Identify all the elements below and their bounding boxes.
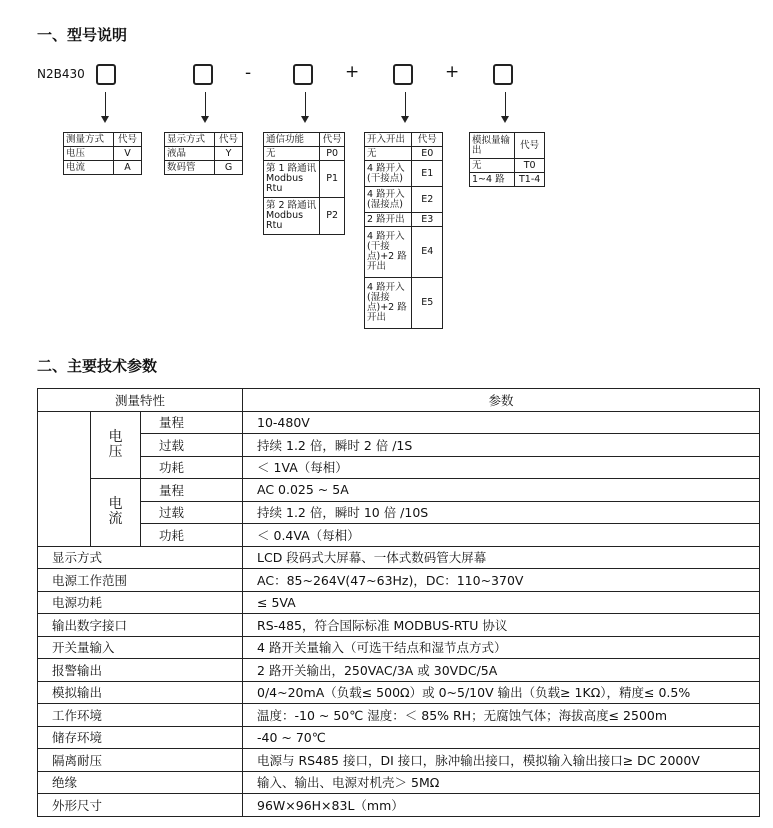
option-name: 2 路开出 <box>365 213 412 227</box>
option-code: P0 <box>320 147 345 161</box>
spec-value: 4 路开关量输入（可选干结点和湿节点方式） <box>243 636 760 659</box>
option-code: E5 <box>412 278 443 329</box>
table-header: 代号 <box>215 133 243 147</box>
model-slot-display <box>193 64 213 85</box>
option-code: G <box>215 161 243 175</box>
spec-sub-name: 过载 <box>141 434 243 457</box>
current-label: 电流 <box>108 496 123 528</box>
option-code: T1-4 <box>515 173 545 187</box>
spec-value: 持续 1.2 倍，瞬时 10 倍 /10S <box>243 501 760 524</box>
section-title-model: 一、型号说明 <box>37 26 128 44</box>
spec-sub-name: 量程 <box>141 479 243 502</box>
arrow-down-icon <box>501 116 509 123</box>
arrow-down-icon <box>201 116 209 123</box>
option-code: E0 <box>412 147 443 161</box>
table-header: 代号 <box>515 133 545 159</box>
spec-value: AC：85~264V(47~63Hz)，DC：110~370V <box>243 569 760 592</box>
spec-sub-name: 功耗 <box>141 456 243 479</box>
model-prefix: N2B430 <box>37 67 85 81</box>
arrow-line <box>205 92 206 117</box>
option-code: A <box>114 161 142 175</box>
option-name: 无 <box>470 159 515 173</box>
model-slot-measure <box>96 64 116 85</box>
spec-value: 电源与 RS485 接口，DI 接口，脉冲输出接口，模拟输入输出接口≥ DC 2000V <box>243 749 760 772</box>
option-name: 无 <box>264 147 320 161</box>
table-header: 测量方式 <box>64 133 114 147</box>
spec-value: 10-480V <box>243 411 760 434</box>
arrow-line <box>105 92 106 117</box>
option-name: 电压 <box>64 147 114 161</box>
option-code: P2 <box>320 198 345 235</box>
option-name: 4 路开入(湿接点)+2 路 开出 <box>365 278 412 329</box>
spec-row-name: 电源功耗 <box>38 591 243 614</box>
spec-blank-cell <box>38 411 91 546</box>
spec-value: 温度：-10 ~ 50℃ 湿度：＜ 85% RH；无腐蚀气体；海拔高度≤ 2500m <box>243 704 760 727</box>
table-header: 开入开出 <box>365 133 412 147</box>
separator-plus: + <box>345 62 360 82</box>
arrow-line <box>405 92 406 117</box>
spec-value: AC 0.025 ~ 5A <box>243 479 760 502</box>
spec-value: RS-485，符合国际标准 MODBUS-RTU 协议 <box>243 614 760 637</box>
model-slot-switch <box>393 64 413 85</box>
table-header: 通信功能 <box>264 133 320 147</box>
option-name: 第 1 路通讯 Modbus Rtu <box>264 161 320 198</box>
table-header: 模拟量输出 <box>470 133 515 159</box>
option-code: T0 <box>515 159 545 173</box>
option-name: 4 路开入(湿接点) <box>365 187 412 213</box>
spec-sub-name: 功耗 <box>141 524 243 547</box>
arrow-line <box>305 92 306 117</box>
spec-row-name: 输出数字接口 <box>38 614 243 637</box>
table-header: 代号 <box>412 133 443 147</box>
model-slot-analog <box>493 64 513 85</box>
table-header: 代号 <box>114 133 142 147</box>
option-code: E2 <box>412 187 443 213</box>
spec-header-param: 参数 <box>243 389 760 412</box>
spec-row-name: 显示方式 <box>38 546 243 569</box>
spec-sub-name: 量程 <box>141 411 243 434</box>
option-code: E1 <box>412 161 443 187</box>
separator-plus: + <box>445 62 460 82</box>
analog-option-table <box>469 132 545 187</box>
option-name: 液晶 <box>165 147 215 161</box>
spec-row-name: 模拟输出 <box>38 681 243 704</box>
option-name: 电流 <box>64 161 114 175</box>
spec-row-name: 电源工作范围 <box>38 569 243 592</box>
model-slot-comm <box>293 64 313 85</box>
option-name: 1~4 路 <box>470 173 515 187</box>
separator-dash: - <box>245 63 252 83</box>
spec-value: ＜ 1VA（每相） <box>243 456 760 479</box>
option-name: 数码管 <box>165 161 215 175</box>
spec-value: 持续 1.2 倍，瞬时 2 倍 /1S <box>243 434 760 457</box>
spec-row-name: 绝缘 <box>38 771 243 794</box>
spec-header-feature: 测量特性 <box>38 389 243 412</box>
spec-row-name: 报警输出 <box>38 659 243 682</box>
section-title-spec: 二、主要技术参数 <box>37 357 158 375</box>
option-code: V <box>114 147 142 161</box>
switch-option-table <box>364 132 443 329</box>
option-name: 第 2 路通讯 Modbus Rtu <box>264 198 320 235</box>
option-code: Y <box>215 147 243 161</box>
arrow-down-icon <box>301 116 309 123</box>
spec-row-name: 开关量输入 <box>38 636 243 659</box>
option-code: E3 <box>412 213 443 227</box>
spec-row-name: 储存环境 <box>38 726 243 749</box>
voltage-label: 电压 <box>108 428 123 460</box>
option-name: 无 <box>365 147 412 161</box>
current-group-label <box>91 479 141 547</box>
option-name: 4 路开入(干接点)+2 路 开出 <box>365 227 412 278</box>
spec-value: 0/4~20mA（负载≤ 500Ω）或 0~5/10V 输出（负载≥ 1KΩ），精度≤ 0.5% <box>243 681 760 704</box>
voltage-group-label <box>91 411 141 479</box>
spec-value: -40 ~ 70℃ <box>243 726 760 749</box>
option-code: P1 <box>320 161 345 198</box>
table-header: 显示方式 <box>165 133 215 147</box>
spec-sub-name: 过载 <box>141 501 243 524</box>
spec-value: LCD 段码式大屏幕、一体式数码管大屏幕 <box>243 546 760 569</box>
arrow-down-icon <box>401 116 409 123</box>
spec-value: 2 路开关输出，250VAC/3A 或 30VDC/5A <box>243 659 760 682</box>
arrow-down-icon <box>101 116 109 123</box>
spec-value: ≤ 5VA <box>243 591 760 614</box>
comm-option-table <box>263 132 345 235</box>
option-name: 4 路开入(干接点) <box>365 161 412 187</box>
arrow-line <box>505 92 506 117</box>
option-code: E4 <box>412 227 443 278</box>
spec-value: 96W×96H×83L（mm） <box>243 794 760 817</box>
spec-row-name: 工作环境 <box>38 704 243 727</box>
spec-table <box>37 388 760 817</box>
spec-row-name: 外形尺寸 <box>38 794 243 817</box>
spec-row-name: 隔离耐压 <box>38 749 243 772</box>
spec-value: 输入、输出、电源对机壳＞ 5MΩ <box>243 771 760 794</box>
spec-value: ＜ 0.4VA（每相） <box>243 524 760 547</box>
table-header: 代号 <box>320 133 345 147</box>
display-option-table <box>164 132 243 175</box>
measure-option-table <box>63 132 142 175</box>
